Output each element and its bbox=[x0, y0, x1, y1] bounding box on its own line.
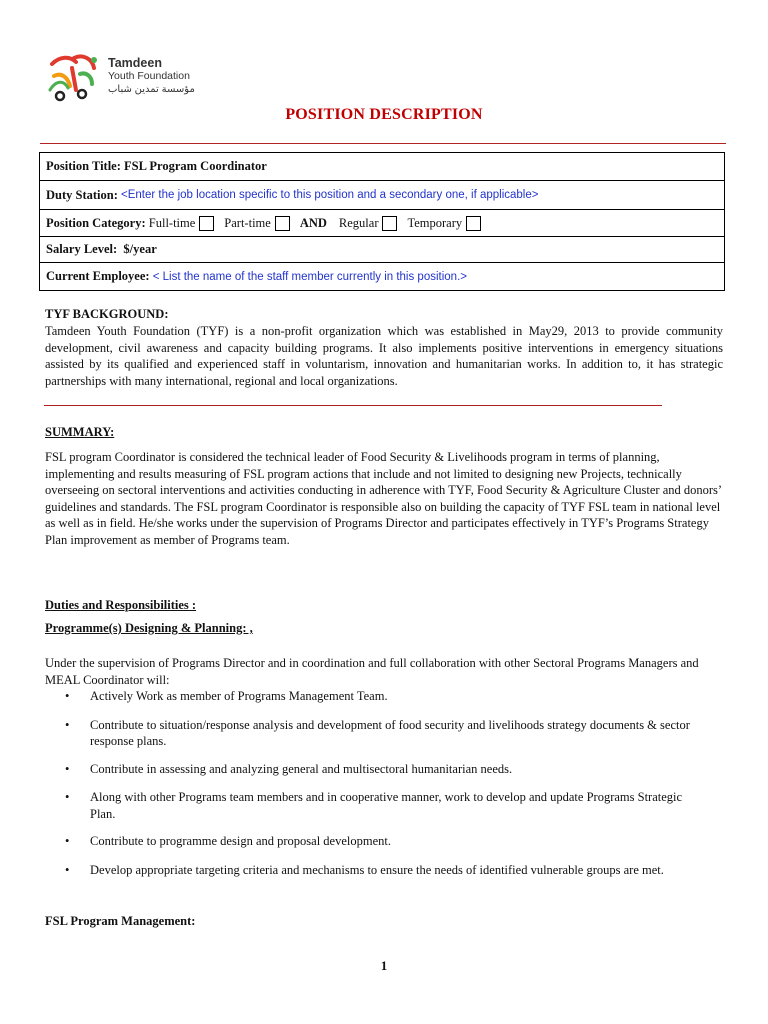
list-item: • Develop appropriate targeting criteria and mechanisms to ensure the needs of identified vulnerable groups are met. bbox=[65, 862, 664, 877]
page-number: 1 bbox=[380, 958, 388, 973]
logo-subtitle: Youth Foundation bbox=[108, 70, 190, 82]
current-employee-value[interactable]: < List the name of the staff member currently in this position.> bbox=[152, 270, 467, 283]
bullet-icon: • bbox=[65, 862, 70, 877]
summary-heading: SUMMARY: bbox=[45, 425, 115, 439]
duty-station-value[interactable]: <Enter the job location specific to this position and a secondary one, if applicable> bbox=[121, 189, 539, 201]
position-info-table bbox=[39, 152, 725, 291]
duty-station-label: Duty Station: bbox=[46, 187, 118, 202]
tamdeen-logo bbox=[46, 50, 196, 106]
bullet-icon: • bbox=[65, 790, 70, 804]
bullet-icon: • bbox=[65, 717, 70, 732]
fsl-management-heading: FSL Program Management: bbox=[45, 914, 196, 928]
current-employee-label: Current Employee: bbox=[46, 269, 150, 283]
position-title-row bbox=[40, 153, 724, 181]
duties-list bbox=[45, 688, 705, 878]
position-title-label: Position Title: bbox=[46, 159, 121, 173]
regular-checkbox[interactable] bbox=[382, 216, 397, 231]
list-item: • Contribute in assessing and analyzing general and multisectoral humanitarian needs. bbox=[65, 761, 513, 776]
bullet-icon: • bbox=[65, 689, 70, 703]
salary-level-value: $/year bbox=[123, 242, 157, 256]
position-title-value: FSL Program Coordinator bbox=[124, 159, 267, 173]
duties-heading: Duties and Responsibilities : bbox=[45, 598, 197, 612]
parttime-label: Part-time bbox=[224, 215, 271, 230]
temporary-label: Temporary bbox=[407, 215, 463, 230]
list-item: • Actively Work as member of Programs Management Team. bbox=[65, 689, 388, 703]
designing-planning-heading: Programme(s) Designing & Planning: , bbox=[45, 621, 253, 635]
fulltime-checkbox[interactable] bbox=[199, 216, 214, 231]
list-item: • Along with other Programs team members and in cooperative manner, work to develop and update Programs Strategic Plan. bbox=[65, 790, 683, 821]
position-category-row bbox=[40, 210, 724, 237]
background-divider bbox=[44, 405, 662, 406]
tamdeen-logo-mark-icon bbox=[46, 50, 102, 106]
logo-text bbox=[108, 56, 195, 96]
background-text: Tamdeen Youth Foundation (TYF) is a non-profit organization which was established in May29, 2013 to provide community development, civil awareness and capacity building programs. It also implements positive interventions in emergency situations assisted by its qualified and experienced staff in voluntarism, innovation and humanitarian works. In addition to, it has strategic partnerships with many international, regional and local organizations. bbox=[45, 324, 723, 388]
document-title: POSITION DESCRIPTION bbox=[285, 106, 483, 123]
list-item: • Contribute to programme design and proposal development. bbox=[65, 834, 391, 848]
title-divider bbox=[40, 143, 726, 144]
logo-name: Tamdeen bbox=[108, 56, 162, 70]
salary-level-label: Salary Level: bbox=[46, 242, 118, 256]
bullet-icon: • bbox=[65, 834, 70, 848]
salary-level-row bbox=[40, 237, 724, 263]
duty-station-row bbox=[40, 181, 724, 210]
summary-text: FSL program Coordinator is considered the technical leader of Food Security & Livelihoods program in terms of planning, implementing and results measuring of FSL program actions that include and not limited to designing new Projects, technically overseeing on sectoral interventions and activities conducting in adherence with TYF, Food Security & Agriculture Cluster and donors’ guidelines and standards. The FSL program Coordinator is responsible also on building the capacity of TYF FSL team in national level as well as in field. He/she works under the supervision of Programs Director and participates effectively in TYF’s Programs Strategy Plan improvement as member of Programs team. bbox=[45, 450, 722, 547]
logo-arabic: مؤسسة تمدين شباب bbox=[108, 84, 195, 95]
list-item: • Contribute to situation/response analysis and development of food security and livelihoods strategy documents & sector response plans. bbox=[65, 717, 690, 748]
background-heading: TYF BACKGROUND: bbox=[45, 307, 169, 321]
and-label: AND bbox=[299, 215, 327, 230]
current-employee-row bbox=[40, 263, 724, 290]
parttime-checkbox[interactable] bbox=[275, 216, 290, 231]
bullet-icon: • bbox=[65, 761, 70, 776]
regular-label: Regular bbox=[338, 215, 379, 230]
position-category-label: Position Category: bbox=[46, 215, 146, 230]
duties-intro: Under the supervision of Programs Director and in coordination and full collaboration with other Sectoral Programs Managers and MEAL Coordinator will: bbox=[45, 656, 699, 687]
temporary-checkbox[interactable] bbox=[466, 216, 481, 231]
fulltime-label: Full-time bbox=[148, 215, 196, 230]
